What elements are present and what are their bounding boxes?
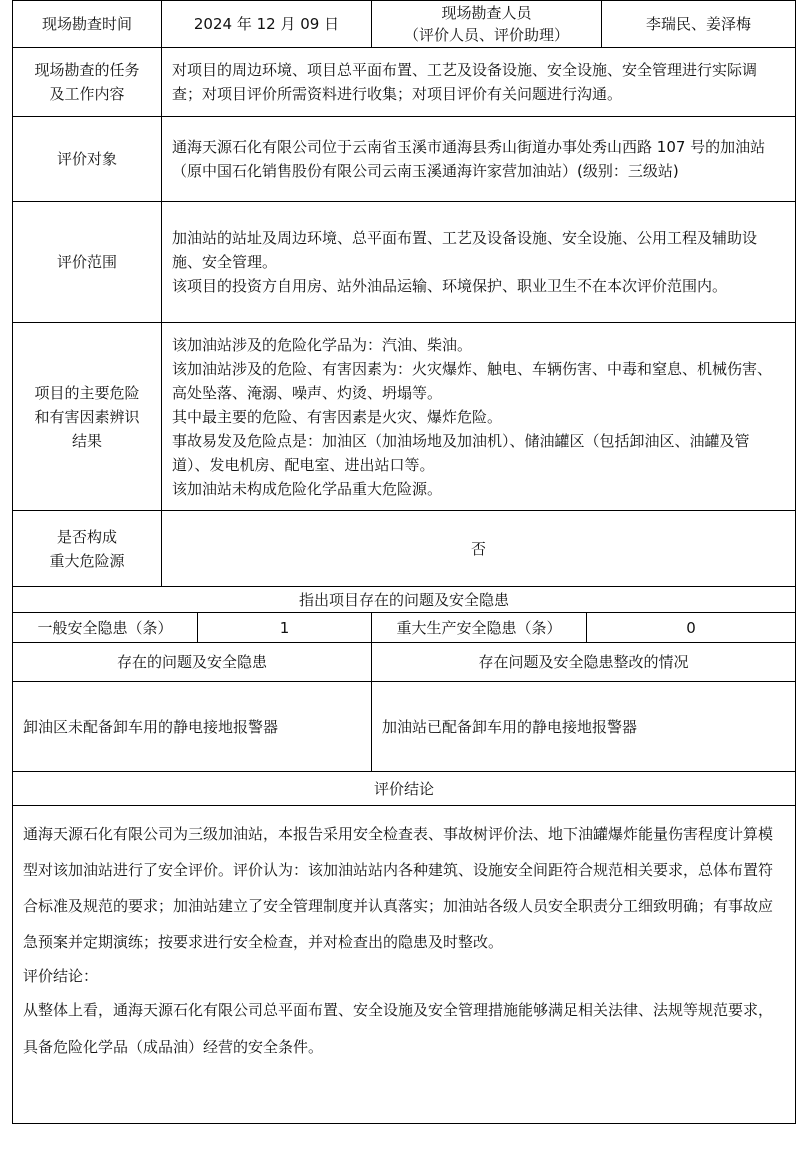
object-label: 评价对象 — [56, 150, 117, 168]
object-row — [12, 117, 796, 202]
fix-column-header: 存在问题及安全隐患整改的情况 — [371, 643, 795, 681]
issues-count-row — [12, 613, 796, 643]
task-label — [13, 48, 161, 116]
task-row — [12, 48, 796, 117]
issue-entry-row — [12, 682, 796, 772]
major-source-label-line-1: 是否构成 — [56, 527, 117, 546]
major-source-value: 否 — [161, 511, 795, 586]
major-source-label-line-2: 重大危险源 — [49, 551, 125, 570]
conclusion-paragraph-1: 通海天源石化有限公司为三级加油站，本报告采用安全检查表、事故树评价法、地下油罐爆炸能量伤害程度计算模型对该加油站进行了安全评价。评价认为：该加油站站内各种建筑、设施安全间距符合规范相关要求，总体布置符合标准及规范的要求；加油站建立了安全管理制度并认真落实；加油站各级人员安全职责分工细致明确；有事故应急预案并定期演练；按要求进行安全检查，并对检查出的隐患及时整改。 — [23, 825, 774, 951]
conclusion-heading-row — [12, 772, 796, 806]
problem-entry: 卸油区未配备卸车用的静电接地报警器 — [23, 717, 279, 736]
scope-line-1: 加油站的站址及周边环境、总平面布置、工艺及设备设施、安全设施、公用工程及辅助设施、安全管理。 — [172, 229, 758, 271]
scope-line-2: 该项目的投资方自用房、站外油品运输、环境保护、职业卫生不在本次评价范围内。 — [172, 277, 728, 295]
hazards-line-2: 该加油站涉及的危险、有害因素为：火灾爆炸、触电、车辆伤害、中毒和窒息、机械伤害、高处坠落、淹溺、噪声、灼烫、坍塌等。 — [172, 359, 773, 402]
issues-columns-row — [12, 643, 796, 682]
conclusion-body — [12, 806, 796, 1124]
survey-time-label: 现场勘查时间 — [41, 15, 132, 33]
object-content-text: 通海天源石化有限公司位于云南省玉溪市通海县秀山街道办事处秀山西路 107 号的加油站（原中国石化销售股份有限公司云南玉溪通海许家营加油站）(级别：三级站) — [172, 138, 766, 180]
hazards-line-4: 事故易发及危险点是：加油区（加油场地及加油机）、储油罐区（包括卸油区、油罐及管道）、发电机房、配电室、进出站口等。 — [172, 431, 750, 474]
survey-personnel-label — [371, 1, 601, 47]
hazards-label-line-3: 结果 — [71, 431, 102, 450]
hazards-content — [161, 323, 795, 510]
task-label-line-1: 现场勘查的任务 — [34, 61, 140, 79]
hazards-label-line-1: 项目的主要危险 — [34, 383, 140, 402]
hazards-label — [13, 323, 161, 510]
hazards-line-3: 其中最主要的危险、有害因素是火灾、爆炸危险。 — [172, 407, 503, 426]
task-content — [161, 48, 795, 116]
major-hazard-count: 0 — [586, 613, 795, 642]
task-content-text: 对项目的周边环境、项目总平面布置、工艺及设备设施、安全设施、安全管理进行实际调查；对项目评价所需资料进行收集；对项目评价有关问题进行沟通。 — [172, 61, 758, 103]
personnel-label-line-1: 现场勘查人员 — [441, 4, 532, 22]
hazards-label-line-2: 和有害因素辨识 — [34, 407, 140, 426]
conclusion-heading: 评价结论 — [373, 779, 434, 798]
problem-column-header: 存在的问题及安全隐患 — [116, 653, 267, 671]
major-hazard-label: 重大生产安全隐患（条） — [371, 613, 586, 642]
hazards-row — [12, 323, 796, 511]
survey-time-value: 2024 年 12 月 09 日 — [161, 1, 371, 47]
scope-content — [161, 202, 795, 322]
survey-personnel-value: 李瑞民、姜泽梅 — [601, 1, 795, 47]
scope-label: 评价范围 — [56, 253, 117, 271]
general-hazard-count: 1 — [197, 613, 371, 642]
general-hazard-label: 一般安全隐患（条） — [37, 618, 173, 637]
major-source-row — [12, 511, 796, 587]
issues-heading: 指出项目存在的问题及安全隐患 — [298, 590, 509, 609]
hazards-line-1: 该加油站涉及的危险化学品为：汽油、柴油。 — [172, 335, 473, 354]
object-content — [161, 117, 795, 201]
issues-heading-row — [12, 587, 796, 613]
major-source-label — [13, 511, 161, 586]
conclusion-paragraph-2: 从整体上看，通海天源石化有限公司总平面布置、安全设施及安全管理措施能够满足相关法律、法规等规范要求，具备危险化学品（成品油）经营的安全条件。 — [23, 1001, 774, 1056]
scope-row — [12, 202, 796, 323]
task-label-line-2: 及工作内容 — [49, 85, 125, 103]
personnel-label-line-2: （评价人员、评价助理） — [403, 26, 569, 44]
survey-info-row — [12, 0, 796, 48]
hazards-line-5: 该加油站未构成危险化学品重大危险源。 — [172, 479, 443, 498]
conclusion-sub-label: 评价结论： — [23, 967, 99, 985]
fix-entry: 加油站已配备卸车用的静电接地报警器 — [371, 682, 795, 771]
